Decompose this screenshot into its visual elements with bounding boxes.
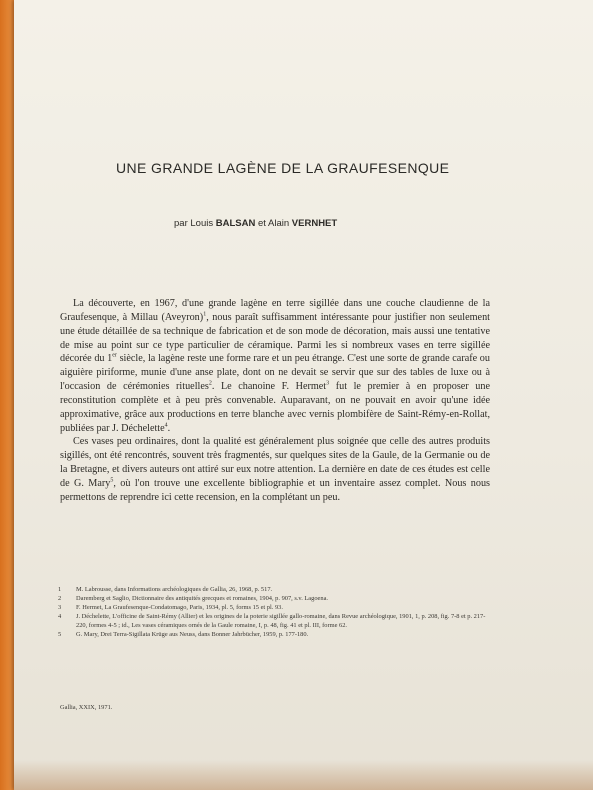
authors-prefix: par xyxy=(174,218,188,229)
text-run: La découverte, en 1967, d'une grande lagène en terre sigillée dans une couche claudienne de la Graufesenque, à Millau (Aveyron) xyxy=(60,298,490,323)
footnote-number: 1 xyxy=(58,586,62,593)
article-body xyxy=(60,297,490,505)
text-run: siècle, la lagène reste une forme rare et un peu étrange. C'est une sorte de grande carafe ou aiguière piriforme, munie d'une anse plate, dont on ne devait se servir que sur des tables de luxe ou à l'occasion de cérémonies rituelles xyxy=(60,353,490,393)
article-title: UNE GRANDE LAGÈNE DE LA GRAUFESENQUE xyxy=(116,160,450,176)
text-run: , où l'on trouve une excellente bibliographie et un inventaire assez complet. Nous nous permettons de reprendre ici cette recension, en la complétant un peu. xyxy=(60,477,491,503)
authors-conjunction: et xyxy=(257,218,266,229)
journal-footer: Gallia, XXIX, 1971. xyxy=(60,704,113,711)
footnote-ref: 5 xyxy=(110,477,114,484)
text-run: Ces vases peu ordinaires, dont la qualité est généralement plus soignée que celle des autres produits sigillés, ont été rencontrés, souvent très fragmentés, sur quelques sites de la Gaule, de la Germanie ou de la Bretagne, et divers auteurs ont attiré sur eux notre attention. La dernière en date de ces études est celle de G. Mary xyxy=(60,436,490,489)
footnote-ref: 2 xyxy=(208,380,212,387)
footnote xyxy=(58,630,490,639)
footnote-text: Daremberg et Saglio, Dictionnaire des antiquités grecques et romaines, 1904, p. 907, s.v. Lagoena. xyxy=(76,595,329,602)
footnote-number: 2 xyxy=(58,595,62,602)
footnote-ref: 3 xyxy=(326,380,330,387)
article-authors xyxy=(174,218,337,229)
footnote-ref: 1 xyxy=(203,311,207,318)
footnote xyxy=(58,585,490,594)
text-run: fut le premier à en proposer une reconstitution complète et à peu près convenable. Auparavant, on ne pouvait en avoir qu'une idée approximative, grâce aux productions en terre blanche avec vernis plombifère de Saint-Rémy-en-Rollat, publiées par J. Déchelette xyxy=(60,381,490,434)
footnote-ref: 4 xyxy=(164,422,168,429)
text-run: , nous paraît suffisamment intéressante pour justifier non seulement une étude détaillée de sa technique de fabrication et de son mode de décoration, mais aussi une tentative de mise au point sur ce type particulier de céramique. Parmi les si nombreux vases en terre sigillée décorée du 1 xyxy=(60,311,490,365)
footnote-number: 3 xyxy=(58,604,62,611)
body-paragraph-1 xyxy=(60,297,490,435)
footnote xyxy=(58,612,490,630)
page-bottom-shadow xyxy=(14,760,593,790)
footnotes xyxy=(58,585,490,639)
footnote-text: M. Labrousse, dans Informations archéologiques de Gallia, 26, 1968, p. 517. xyxy=(76,586,273,593)
ordinal-superscript: er xyxy=(112,352,117,359)
footnote-number: 4 xyxy=(58,613,62,620)
footnote-text: F. Hermet, La Graufesenque-Condatomago, Paris, 1934, pl. 5, forms 15 et pl. 93. xyxy=(76,604,283,611)
author-b-last-name: VERNHET xyxy=(291,218,338,229)
footnote xyxy=(58,594,490,603)
footnote-text: G. Mary, Drei Terra-Sigillata Krüge aus Neuss, dans Bonner Jahrbücher, 1959, p. 177-180. xyxy=(76,631,309,638)
footnote xyxy=(58,603,490,612)
footnote-number: 5 xyxy=(58,631,62,638)
author-b-first-name: Alain xyxy=(268,218,290,229)
text-run: . xyxy=(167,422,171,434)
footnote-text: J. Déchelette, L'officine de Saint-Rémy (Allier) et les origines de la poterie sigillée gallo-romaine, dans Revue archéologique, 1901, 1, p. 208, fig. 7-8 et p. 217-220, formes 4-5 ; id., Les vases céramiques ornés de la Gaule romaine, I, p. 48, fig. 41 et pl. III, forme 62. xyxy=(76,613,486,629)
author-a-last-name: BALSAN xyxy=(215,218,256,229)
text-run: . Le chanoine F. Hermet xyxy=(211,381,327,393)
body-paragraph-2 xyxy=(60,435,490,504)
author-a-first-name: Louis xyxy=(190,218,214,229)
